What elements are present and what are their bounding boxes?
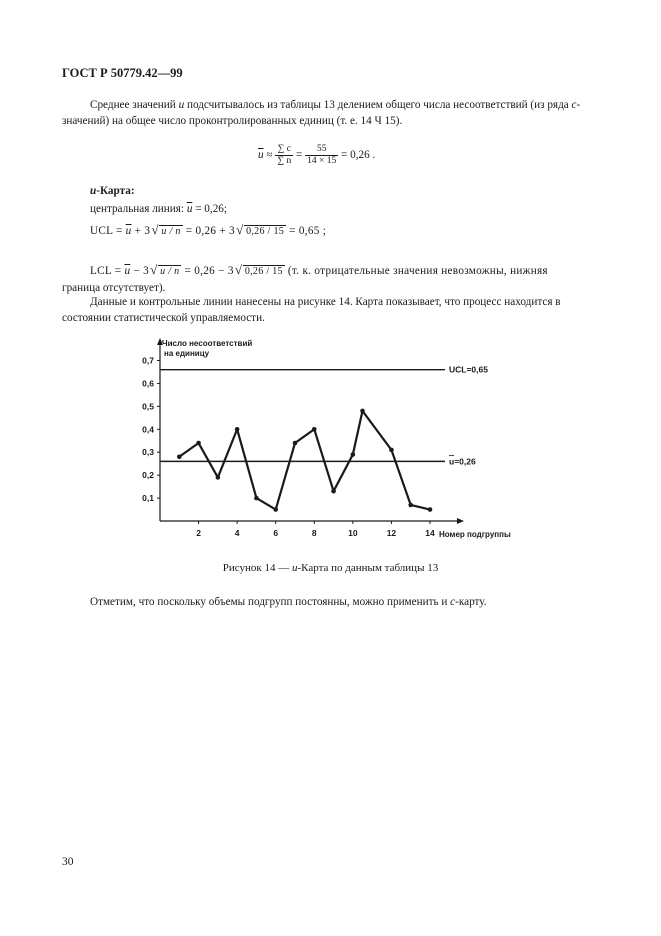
x-tick-label: 14 [425, 528, 435, 538]
x-tick-label: 12 [386, 528, 397, 538]
y-axis-label-line1: Число несоответствий [162, 339, 253, 348]
x-tick-label: 2 [196, 528, 201, 538]
y-tick-label: 0,3 [142, 447, 154, 458]
data-point [273, 507, 278, 512]
data-point [331, 489, 336, 494]
center-line-label: u=0,26 [449, 456, 476, 467]
paragraph-note: Отметим, что поскольку объемы подгрупп постоянны, можно применить и c-карту. [90, 596, 487, 608]
data-point [216, 475, 221, 480]
data-point [196, 441, 201, 446]
x-tick-label: 4 [234, 528, 240, 538]
x-axis-arrow [457, 518, 464, 524]
figure-caption: Рисунок 14 — u-Карта по данным таблицы 13 [222, 562, 439, 574]
formula-mean: $\overline{u}$ ≈ $\frac{\sum c}{\sum n}$ = $\frac{55}{14 \times 15}$ = 0,26 . [258, 144, 376, 166]
y-tick-label: 0,6 [142, 378, 154, 389]
data-point [360, 409, 365, 414]
page-number: 30 [62, 856, 74, 868]
series-line [179, 411, 430, 510]
paragraph-chart-description: Данные и контрольные линии нанесены на рисунке 14. Карта показывает, что процесс находится в состоянии статистической управляемости. [62, 296, 561, 324]
data-point [408, 503, 413, 508]
data-point [177, 454, 182, 459]
data-point [293, 441, 298, 446]
x-tick-label: 6 [273, 528, 279, 538]
x-tick-label: 10 [348, 528, 358, 538]
data-point [389, 448, 394, 453]
lcl-formula: LCL = $\overline{u} - 3$ √ u / n = 0,26 − 3 √ 0,26 / 15 (т. к. отрицательные значения невозможны, нижняя [90, 264, 548, 278]
data-point [312, 427, 317, 432]
u-chart [100, 335, 540, 550]
document-header: ГОСТ Р 50779.42—99 [62, 66, 183, 80]
x-axis-label: Номер подгруппы [439, 530, 511, 539]
data-point [254, 496, 259, 501]
y-tick-label: 0,5 [142, 401, 154, 412]
data-point [235, 427, 240, 432]
x-tick-label: 8 [311, 528, 317, 538]
y-tick-label: 0,4 [142, 424, 154, 435]
u-chart-heading: u-Карта: [90, 185, 135, 197]
data-point [351, 452, 356, 457]
ucl-label: UCL=0,65 [449, 364, 488, 375]
y-tick-label: 0,2 [142, 470, 154, 481]
paragraph-mean: Среднее значений u подсчитывалось из таблицы 13 делением общего числа несоответствий (из ряда c-значений) на общее число проконтролированных единиц (т. е. 14 Ч 15). [62, 99, 581, 127]
lcl-continuation: граница отсутствует). [62, 282, 166, 294]
ucl-formula: UCL = $\overline{u} + 3$ √ u / n = 0,26 + 3 √ 0,26 / 15 = 0,65 ; [90, 224, 326, 238]
data-point [428, 507, 433, 512]
y-tick-label: 0,1 [142, 493, 154, 504]
y-tick-label: 0,7 [142, 355, 154, 366]
center-line-text: центральная линия: $\overline{u} = 0,26$; [90, 203, 227, 215]
y-axis-label-line2: на единицу [164, 349, 210, 358]
